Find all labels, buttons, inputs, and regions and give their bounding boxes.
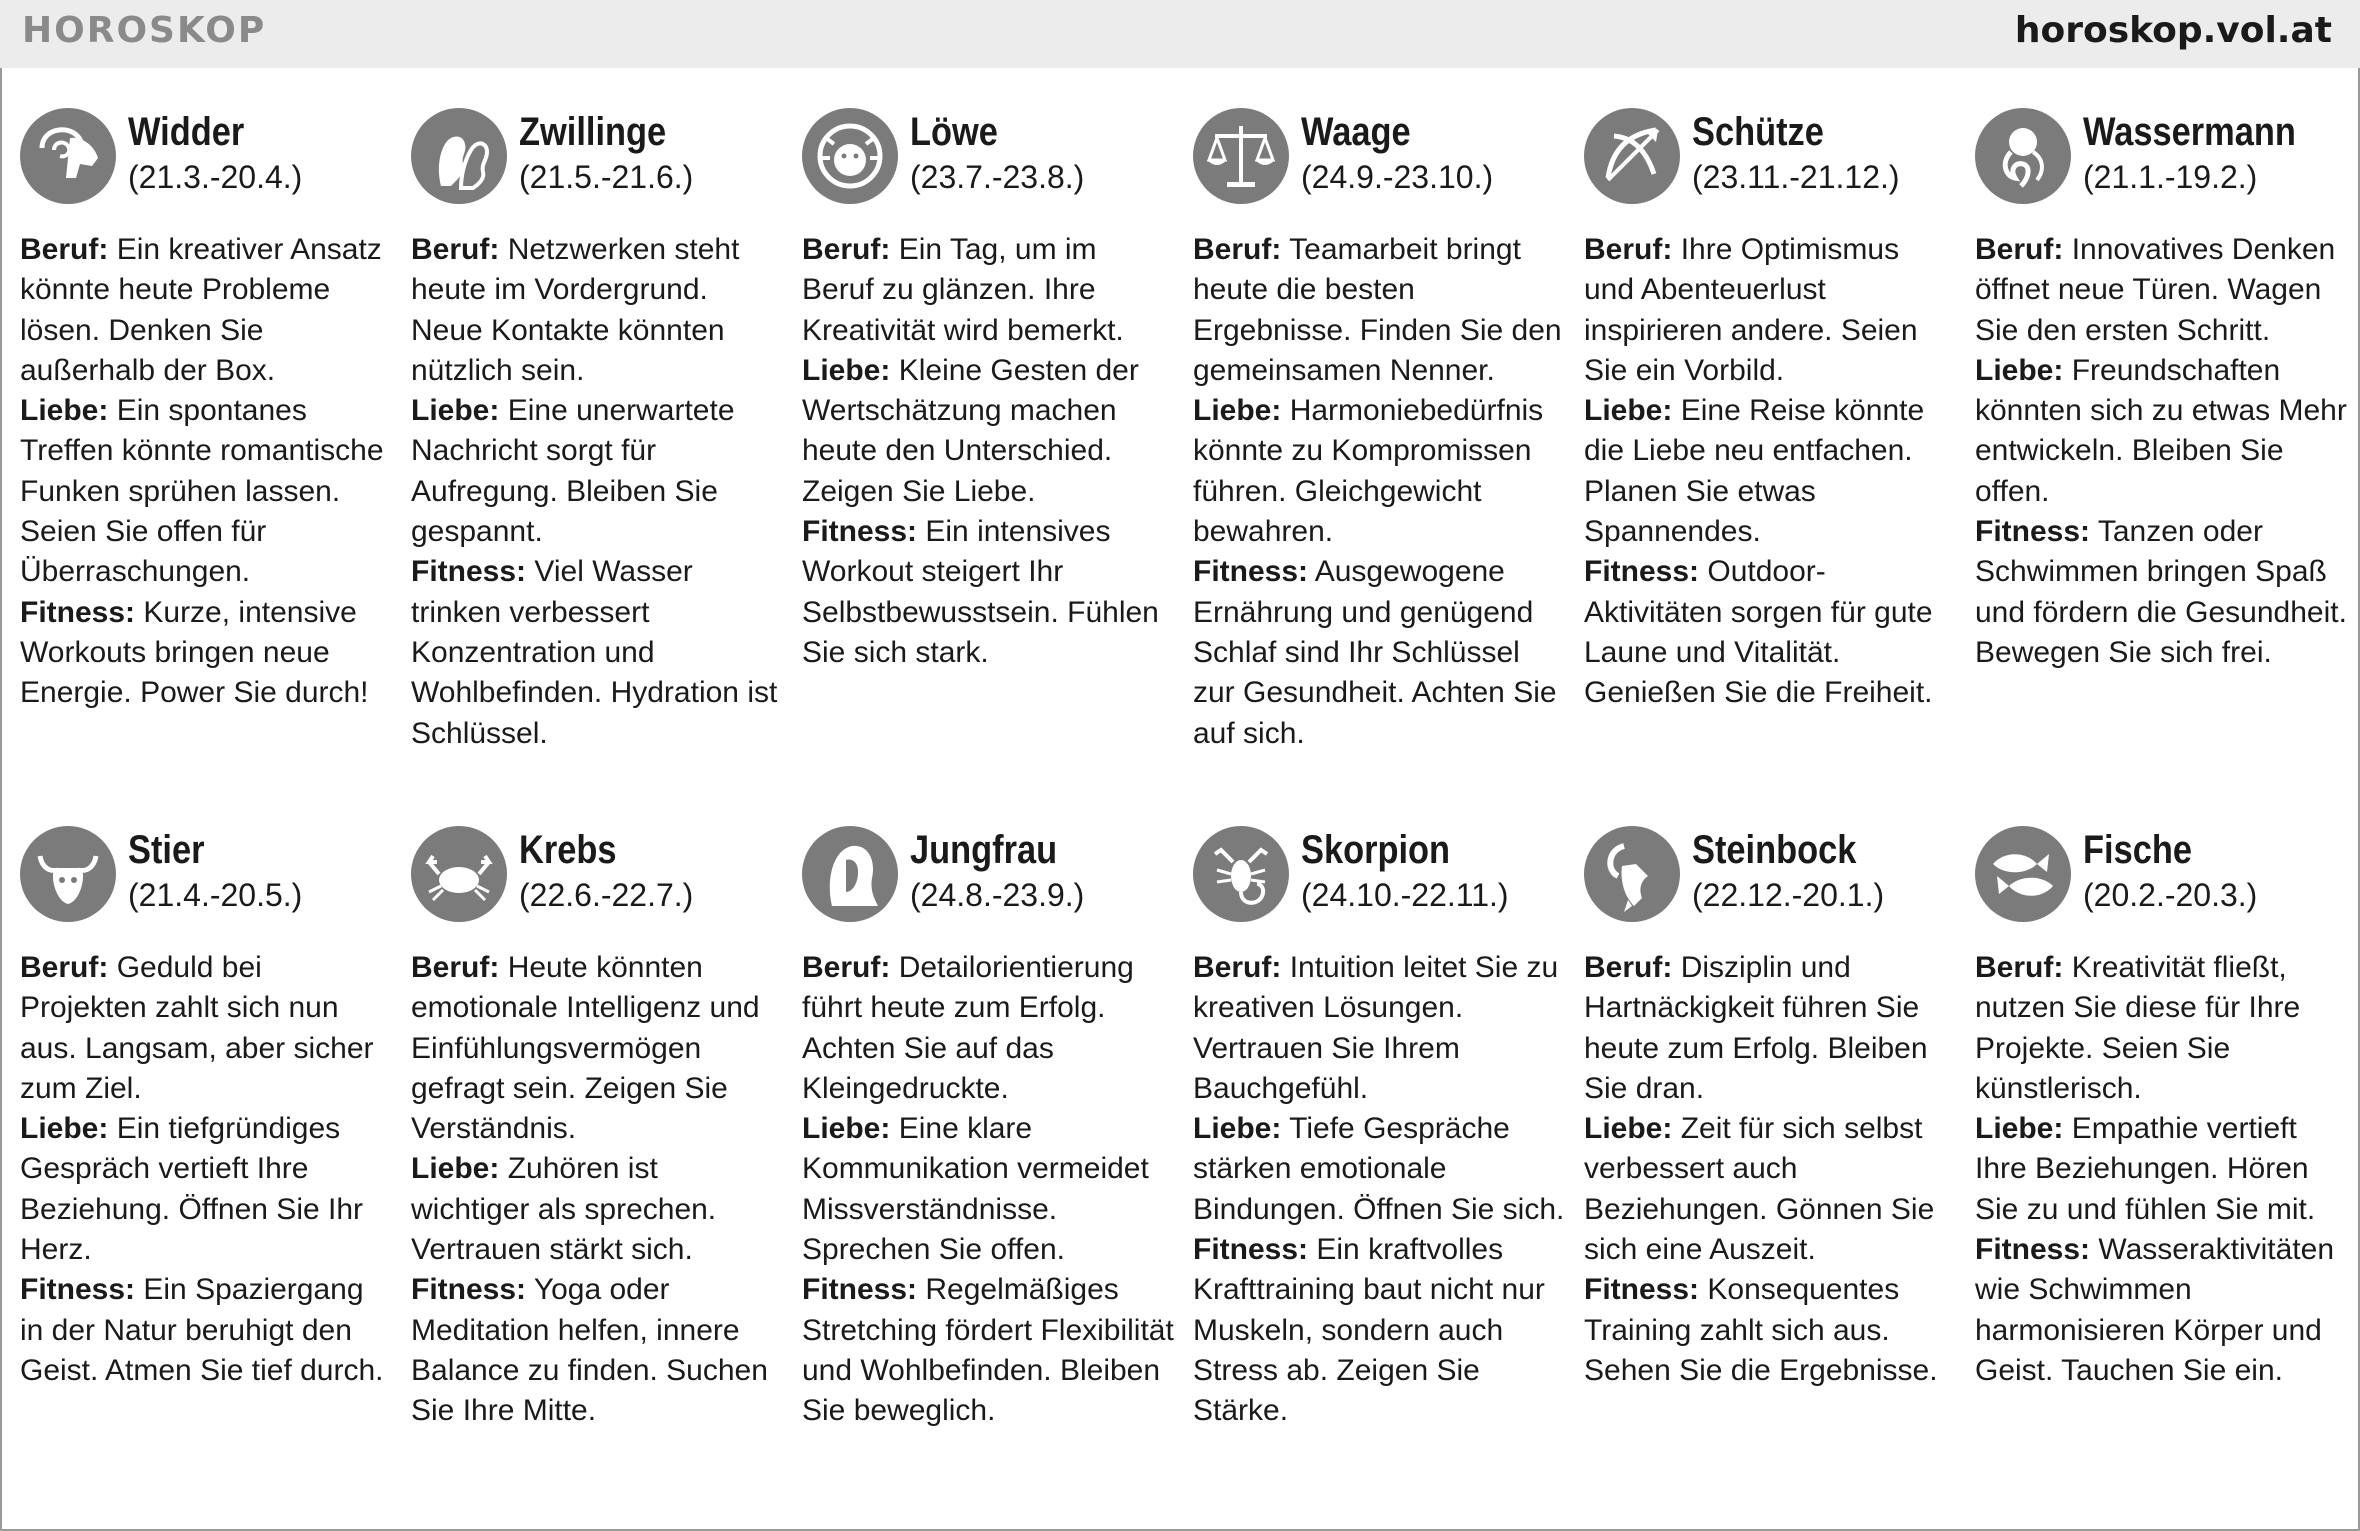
- sign-header: [1975, 826, 2347, 926]
- forecast-fitness: [411, 1270, 783, 1431]
- forecast-beruf: [802, 948, 1174, 1109]
- label-beruf: Beruf:: [1193, 233, 1282, 266]
- forecast-fitness: [20, 1270, 392, 1391]
- forecast-beruf: [1584, 230, 1956, 391]
- forecast-beruf: [20, 948, 392, 1109]
- sign-forecast: [1584, 948, 1956, 1391]
- forecast-beruf: [1975, 230, 2347, 351]
- sign-forecast: [1193, 230, 1565, 754]
- sign-name: Schütze: [1692, 110, 1824, 154]
- sign-header: [1584, 826, 1956, 926]
- sign-dates: (23.7.-23.8.): [910, 159, 1085, 195]
- section-title: HOROSKOP: [22, 10, 267, 51]
- label-fitness: Fitness:: [802, 1273, 918, 1307]
- forecast-liebe: [20, 1109, 392, 1270]
- label-fitness: Fitness:: [20, 1273, 136, 1307]
- text-liebe: Tiefe Gespräche stärken emotionale Bindungen. Öffnen Sie sich.: [1193, 1112, 1565, 1226]
- label-liebe: Liebe:: [1193, 1112, 1282, 1146]
- sign-dates: (21.4.-20.5.): [128, 877, 303, 913]
- text-fitness: Konsequentes Training zahlt sich aus. Sehen Sie die Ergebnisse.: [1584, 1273, 1938, 1387]
- label-fitness: Fitness:: [411, 555, 527, 589]
- label-beruf: Beruf:: [802, 951, 891, 984]
- text-beruf: Ein kreativer Ansatz könnte heute Probleme lösen. Denken Sie außerhalb der Box.: [20, 233, 382, 387]
- forecast-fitness: [1193, 552, 1565, 753]
- text-beruf: Intuition leitet Sie zu kreativen Lösungen. Vertrauen Sie Ihrem Bauchgefühl.: [1193, 951, 1559, 1105]
- sign-name: Löwe: [910, 110, 998, 154]
- label-beruf: Beruf:: [20, 951, 109, 984]
- text-liebe: Ein spontanes Treffen könnte romantische Funken sprühen lassen. Seien Sie offen für Überraschungen.: [20, 394, 384, 589]
- sign-header: [802, 826, 1174, 926]
- label-beruf: Beruf:: [411, 951, 500, 984]
- sign-header: [1975, 108, 2347, 208]
- forecast-beruf: [1975, 948, 2347, 1109]
- text-fitness: Wasseraktivitäten wie Schwimmen harmonisieren Körper und Geist. Tauchen Sie ein.: [1975, 1233, 2335, 1387]
- label-fitness: Fitness:: [1193, 555, 1309, 589]
- sign-forecast: [20, 230, 392, 714]
- sign-name: Stier: [128, 828, 205, 872]
- text-liebe: Eine klare Kommunikation vermeidet Missverständnisse. Sprechen Sie offen.: [802, 1112, 1149, 1267]
- sign-dates: (23.11.-21.12.): [1692, 159, 1900, 195]
- text-fitness: Outdoor-Aktivitäten sorgen für gute Laune und Vitalität. Genießen Sie die Freiheit.: [1584, 555, 1933, 710]
- fish-icon: [1975, 826, 2071, 922]
- sign-header: [1193, 108, 1565, 208]
- text-liebe: Empathie vertieft Ihre Beziehungen. Hören Sie zu und fühlen Sie mit.: [1975, 1112, 2316, 1226]
- sign-header: [1193, 826, 1565, 926]
- label-fitness: Fitness:: [1584, 1273, 1700, 1307]
- website-url[interactable]: horoskop.vol.at: [2014, 10, 2332, 51]
- sign-dates: (21.5.-21.6.): [519, 159, 694, 195]
- label-fitness: Fitness:: [411, 1273, 527, 1307]
- sign-dates: (24.8.-23.9.): [910, 877, 1085, 913]
- sign-card-stier: [20, 826, 392, 1391]
- sign-card-zwillinge: [411, 108, 783, 754]
- forecast-fitness: [411, 552, 783, 753]
- sign-card-fische: [1975, 826, 2347, 1391]
- text-beruf: Detailorientierung führt heute zum Erfolg. Achten Sie auf das Kleingedruckte.: [802, 951, 1134, 1105]
- label-beruf: Beruf:: [1975, 951, 2064, 984]
- sign-dates: (22.12.-20.1.): [1692, 877, 1885, 913]
- forecast-fitness: [1975, 512, 2347, 673]
- ram-icon: [20, 108, 116, 204]
- label-liebe: Liebe:: [802, 1112, 891, 1146]
- text-liebe: Harmoniebedürfnis könnte zu Kompromissen führen. Gleichgewicht bewahren.: [1193, 394, 1544, 549]
- label-fitness: Fitness:: [1975, 515, 2091, 549]
- text-beruf: Teamarbeit bringt heute die besten Ergebnisse. Finden Sie den gemeinsamen Nenner.: [1193, 233, 1562, 387]
- sign-card-wassermann: [1975, 108, 2347, 673]
- sign-name: Widder: [128, 110, 245, 154]
- label-liebe: Liebe:: [20, 1112, 109, 1146]
- text-liebe: Zuhören ist wichtiger als sprechen. Vertrauen stärkt sich.: [411, 1152, 717, 1267]
- sign-name: Zwillinge: [519, 110, 667, 154]
- label-liebe: Liebe:: [1193, 394, 1282, 428]
- forecast-fitness: [1975, 1230, 2347, 1391]
- label-fitness: Fitness:: [20, 595, 136, 629]
- virgin-icon: [802, 826, 898, 922]
- sign-card-jungfrau: [802, 826, 1174, 1432]
- label-beruf: Beruf:: [1584, 951, 1673, 984]
- sign-forecast: [1584, 230, 1956, 714]
- text-fitness: Kurze, intensive Workouts bringen neue Energie. Power Sie durch!: [20, 595, 369, 710]
- forecast-liebe: [1975, 1109, 2347, 1230]
- label-beruf: Beruf:: [1584, 233, 1673, 266]
- text-fitness: Regelmäßiges Stretching fördert Flexibilität und Wohlbefinden. Bleiben Sie beweglich.: [802, 1273, 1174, 1428]
- forecast-liebe: [411, 391, 783, 552]
- forecast-liebe: [1584, 1109, 1956, 1270]
- label-fitness: Fitness:: [1193, 1233, 1309, 1267]
- sign-dates: (21.3.-20.4.): [128, 159, 303, 195]
- text-liebe: Kleine Gesten der Wertschätzung machen heute den Unterschied. Zeigen Sie Liebe.: [802, 353, 1139, 508]
- text-beruf: Disziplin und Hartnäckigkeit führen Sie heute zum Erfolg. Bleiben Sie dran.: [1584, 951, 1928, 1105]
- water-bearer-icon: [1975, 108, 2071, 204]
- label-liebe: Liebe:: [1584, 1112, 1673, 1146]
- label-liebe: Liebe:: [802, 353, 891, 387]
- scorpion-icon: [1193, 826, 1289, 922]
- forecast-fitness: [1193, 1230, 1565, 1431]
- text-fitness: Viel Wasser trinken verbessert Konzentration und Wohlbefinden. Hydration ist Schlüssel.: [411, 555, 778, 750]
- sign-name: Skorpion: [1301, 828, 1451, 872]
- sign-card-waage: [1193, 108, 1565, 754]
- sign-dates: (22.6.-22.7.): [519, 877, 694, 913]
- forecast-fitness: [1584, 1270, 1956, 1391]
- forecast-beruf: [802, 230, 1174, 351]
- sign-dates: (24.9.-23.10.): [1301, 159, 1494, 195]
- label-fitness: Fitness:: [1975, 1233, 2091, 1267]
- text-liebe: Eine Reise könnte die Liebe neu entfachen. Planen Sie etwas Spannendes.: [1584, 394, 1925, 549]
- forecast-liebe: [20, 391, 392, 592]
- label-fitness: Fitness:: [1584, 555, 1700, 589]
- text-fitness: Ein intensives Workout steigert Ihr Selbstbewusstsein. Fühlen Sie sich stark.: [802, 515, 1159, 669]
- forecast-liebe: [1584, 391, 1956, 552]
- text-beruf: Heute könnten emotionale Intelligenz und Einfühlungsvermögen gefragt sein. Zeigen Sie Verständnis.: [411, 951, 760, 1146]
- forecast-liebe: [802, 351, 1174, 512]
- label-liebe: Liebe:: [1975, 1112, 2064, 1146]
- sign-forecast: [1975, 948, 2347, 1391]
- forecast-fitness: [802, 1270, 1174, 1431]
- header-bar: [0, 0, 2360, 68]
- forecast-fitness: [20, 593, 392, 714]
- label-liebe: Liebe:: [411, 394, 500, 428]
- sign-card-steinbock: [1584, 826, 1956, 1391]
- forecast-liebe: [1193, 391, 1565, 552]
- archer-icon: [1584, 108, 1680, 204]
- text-beruf: Ihre Optimismus und Abenteuerlust inspirieren andere. Seien Sie ein Vorbild.: [1584, 233, 1918, 387]
- sign-card-skorpion: [1193, 826, 1565, 1432]
- forecast-beruf: [20, 230, 392, 391]
- goat-icon: [1584, 826, 1680, 922]
- forecast-fitness: [802, 512, 1174, 673]
- text-beruf: Kreativität fließt, nutzen Sie diese für Ihre Projekte. Seien Sie künstlerisch.: [1975, 951, 2301, 1105]
- sign-forecast: [1975, 230, 2347, 673]
- sign-forecast: [1193, 948, 1565, 1432]
- label-liebe: Liebe:: [1975, 353, 2064, 387]
- sign-name: Waage: [1301, 110, 1411, 154]
- text-fitness: Yoga oder Meditation helfen, innere Balance zu finden. Suchen Sie Ihre Mitte.: [411, 1273, 768, 1428]
- sign-forecast: [411, 230, 783, 754]
- sign-forecast: [411, 948, 783, 1432]
- text-beruf: Ein Tag, um im Beruf zu glänzen. Ihre Kreativität wird bemerkt.: [802, 233, 1124, 347]
- sign-card-widder: [20, 108, 392, 714]
- text-liebe: Eine unerwartete Nachricht sorgt für Aufregung. Bleiben Sie gespannt.: [411, 394, 735, 549]
- scales-icon: [1193, 108, 1289, 204]
- forecast-liebe: [411, 1149, 783, 1270]
- sign-card-krebs: [411, 826, 783, 1432]
- sign-dates: (20.2.-20.3.): [2083, 877, 2258, 913]
- sign-dates: (24.10.-22.11.): [1301, 877, 1509, 913]
- label-liebe: Liebe:: [1584, 394, 1673, 428]
- label-liebe: Liebe:: [411, 1152, 500, 1186]
- sign-forecast: [802, 948, 1174, 1432]
- text-liebe: Ein tiefgründiges Gespräch vertieft Ihre Beziehung. Öffnen Sie Ihr Herz.: [20, 1112, 364, 1267]
- forecast-liebe: [802, 1109, 1174, 1270]
- label-beruf: Beruf:: [802, 233, 891, 266]
- text-beruf: Innovatives Denken öffnet neue Türen. Wagen Sie den ersten Schritt.: [1975, 233, 2336, 347]
- label-beruf: Beruf:: [1975, 233, 2064, 266]
- label-beruf: Beruf:: [1193, 951, 1282, 984]
- label-liebe: Liebe:: [20, 394, 109, 428]
- text-fitness: Ein kraftvolles Krafttraining baut nicht nur Muskeln, sondern auch Stress ab. Zeigen Sie Stärke.: [1193, 1233, 1545, 1428]
- bull-icon: [20, 826, 116, 922]
- sign-forecast: [802, 230, 1174, 673]
- sign-forecast: [20, 948, 392, 1391]
- sign-header: [20, 108, 392, 208]
- text-fitness: Ausgewogene Ernährung und genügend Schlaf sind Ihr Schlüssel zur Gesundheit. Achten Sie auf sich.: [1193, 555, 1557, 750]
- text-fitness: Tanzen oder Schwimmen bringen Spaß und fördern die Gesundheit. Bewegen Sie sich frei.: [1975, 515, 2347, 669]
- text-beruf: Netzwerken steht heute im Vordergrund. Neue Kontakte könnten nützlich sein.: [411, 233, 740, 387]
- sign-card-schütze: [1584, 108, 1956, 714]
- label-fitness: Fitness:: [802, 515, 918, 549]
- sign-card-löwe: [802, 108, 1174, 673]
- sign-name: Fische: [2083, 828, 2192, 872]
- label-beruf: Beruf:: [20, 233, 109, 266]
- crab-icon: [411, 826, 507, 922]
- text-liebe: Zeit für sich selbst verbessert auch Beziehungen. Gönnen Sie sich eine Auszeit.: [1584, 1112, 1935, 1267]
- forecast-beruf: [1193, 230, 1565, 391]
- frame-border-left: [0, 68, 2, 1531]
- forecast-beruf: [1193, 948, 1565, 1109]
- forecast-beruf: [411, 948, 783, 1149]
- forecast-fitness: [1584, 552, 1956, 713]
- forecast-liebe: [1975, 351, 2347, 512]
- text-fitness: Ein Spaziergang in der Natur beruhigt den Geist. Atmen Sie tief durch.: [20, 1273, 384, 1387]
- lion-icon: [802, 108, 898, 204]
- label-beruf: Beruf:: [411, 233, 500, 266]
- sign-name: Jungfrau: [910, 828, 1058, 872]
- sign-dates: (21.1.-19.2.): [2083, 159, 2258, 195]
- sign-header: [802, 108, 1174, 208]
- text-beruf: Geduld bei Projekten zahlt sich nun aus. Langsam, aber sicher zum Ziel.: [20, 951, 374, 1105]
- forecast-beruf: [1584, 948, 1956, 1109]
- sign-name: Steinbock: [1692, 828, 1857, 872]
- forecast-liebe: [1193, 1109, 1565, 1230]
- sign-header: [411, 826, 783, 926]
- sign-header: [411, 108, 783, 208]
- twins-icon: [411, 108, 507, 204]
- forecast-beruf: [411, 230, 783, 391]
- sign-name: Wassermann: [2083, 110, 2296, 154]
- text-liebe: Freundschaften könnten sich zu etwas Mehr entwickeln. Bleiben Sie offen.: [1975, 353, 2347, 508]
- sign-name: Krebs: [519, 828, 617, 872]
- sign-header: [20, 826, 392, 926]
- sign-header: [1584, 108, 1956, 208]
